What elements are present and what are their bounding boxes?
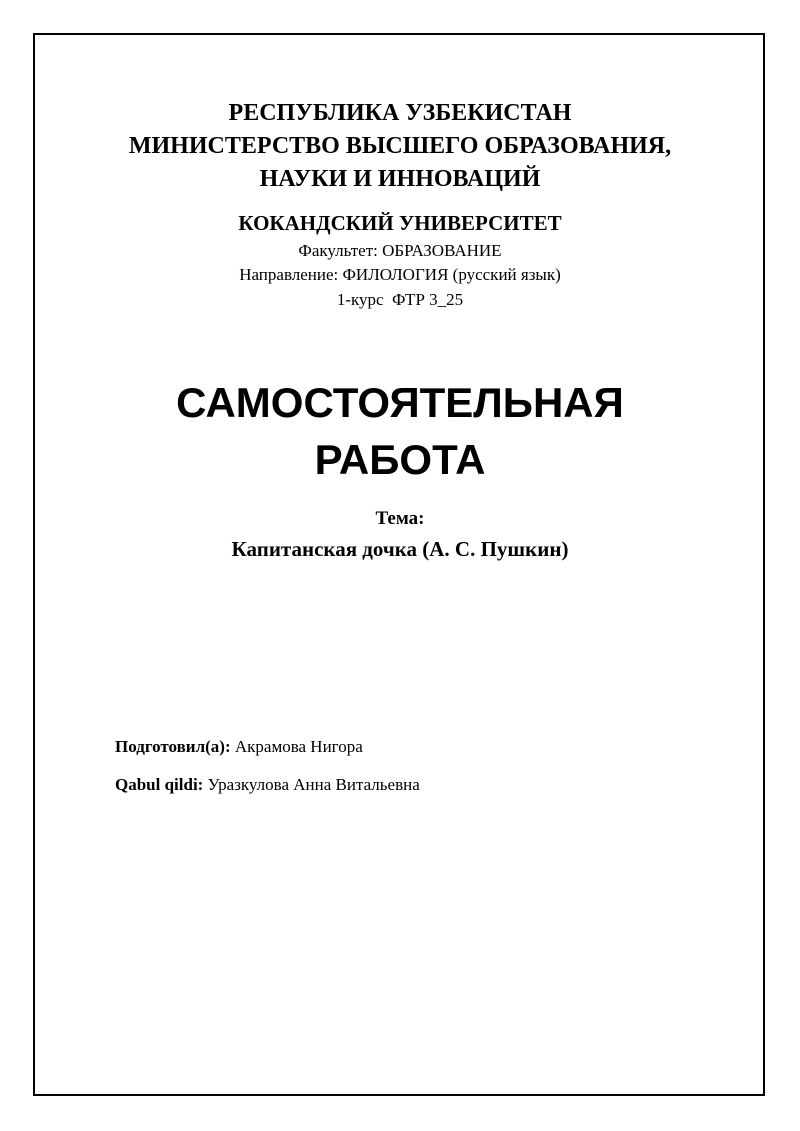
header-line-1: РЕСПУБЛИКА УЗБЕКИСТАН	[228, 100, 572, 126]
course-line: 1-курс ФТР 3_25	[336, 290, 464, 309]
accepted-by-line	[115, 775, 420, 795]
work-title-line-1: САМОСТОЯТЕЛЬНАЯ	[176, 379, 624, 426]
work-title-line-2: РАБОТА	[314, 436, 486, 483]
university-name: КОКАНДСКИЙ УНИВЕРСИТЕТ	[238, 211, 562, 235]
work-title	[0, 374, 800, 488]
prepared-by-name: Акрамова Нигора	[234, 737, 363, 756]
faculty-line: Факультет: ОБРАЗОВАНИЕ	[298, 241, 502, 260]
topic-value: Капитанская дочка (А. С. Пушкин)	[231, 537, 569, 561]
header-line-2: МИНИСТЕРСТВО ВЫСШЕГО ОБРАЗОВАНИЯ,	[128, 133, 672, 159]
accepted-by-label: Qabul qildi:	[115, 775, 204, 794]
direction-line: Направление: ФИЛОЛОГИЯ (русский язык)	[239, 265, 561, 284]
accepted-by-name: Уразкулова Анна Витальевна	[207, 775, 420, 794]
ministry-header	[0, 97, 800, 196]
topic-label: Тема:	[375, 508, 425, 529]
prepared-by-label: Подготовил(а):	[115, 737, 231, 756]
prepared-by-line	[115, 737, 363, 757]
header-line-3: НАУКИ И ИННОВАЦИЙ	[259, 166, 541, 192]
